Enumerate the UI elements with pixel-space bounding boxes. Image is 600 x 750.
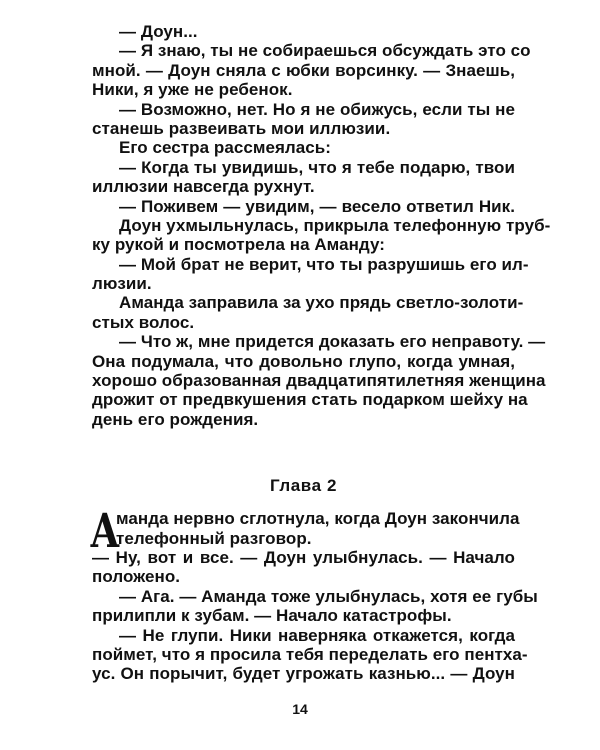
text-line: Аманда заправила за ухо прядь светло-золоти- bbox=[119, 293, 524, 313]
text-line: — Доун... bbox=[119, 22, 198, 41]
text-line: положено. bbox=[92, 567, 181, 587]
text-line: стых волос. bbox=[92, 312, 195, 332]
text-block-before-chapter bbox=[92, 22, 551, 429]
text-block-after-chapter bbox=[92, 547, 538, 684]
chapter-spacer-top bbox=[92, 429, 515, 475]
text-line: — Я знаю, ты не собираешься обсуждать это со bbox=[119, 41, 531, 61]
text-line: мной. — Доун сняла с юбки ворсинку. — Знаешь, bbox=[92, 60, 515, 80]
text-line: Его сестра рассмеялась: bbox=[119, 138, 331, 158]
drop-cap-letter: А bbox=[90, 504, 120, 560]
chapter-spacer-bottom bbox=[92, 497, 515, 509]
text-line: день его рождения. bbox=[92, 409, 259, 429]
text-line: — Возможно, нет. Но я не обижусь, если ты не bbox=[119, 99, 515, 119]
text-line: люзии. bbox=[92, 274, 152, 294]
text-line: — Что ж, мне придется доказать его неправоту. — bbox=[119, 332, 546, 352]
text-line: Доун ухмыльнулась, прикрыла телефонную труб- bbox=[119, 215, 551, 235]
text-line: ус. Он порычит, будет угрожать казнью... — Доун bbox=[92, 664, 515, 684]
text-line: — Ага. — Аманда тоже улыбнулась, хотя ее губы bbox=[119, 586, 538, 606]
chapter-title: Глава 2 bbox=[269, 476, 338, 496]
text-line: хорошо образованная двадцатипятилетняя женщина bbox=[92, 371, 546, 391]
text-line: иллюзии навсегда рухнут. bbox=[92, 177, 315, 197]
text-line: Ники, я уже не ребенок. bbox=[92, 80, 293, 100]
text-line: поймет, что я просила тебя переделать его пентха- bbox=[92, 644, 528, 664]
text-line: — Когда ты увидишь, что я тебе подарю, твои bbox=[119, 157, 515, 177]
text-line: — Ну, вот и все. — Доун улыбнулась. — Начало bbox=[92, 547, 515, 567]
page-number: 14 bbox=[292, 701, 308, 717]
book-page bbox=[90, 22, 551, 684]
text-line: станешь развеивать мои иллюзии. bbox=[92, 118, 391, 138]
text-line: прилипли к зубам. — Начало катастрофы. bbox=[92, 606, 452, 626]
text-line: — Мой брат не верит, что ты разрушишь его ил- bbox=[119, 254, 529, 274]
text-line: — Поживем — увидим, — весело ответил Ник. bbox=[119, 196, 515, 216]
chapter-second-line: телефонный разговор. bbox=[116, 528, 312, 548]
text-line: — Не глупи. Ники наверняка откажется, когда bbox=[119, 625, 515, 645]
text-line: ку рукой и посмотрела на Аманду: bbox=[92, 235, 385, 255]
text-line: дрожит от предвкушения стать подарком шейху на bbox=[92, 390, 528, 410]
chapter-first-line: манда нервно сглотнула, когда Доун закончила bbox=[116, 509, 520, 529]
text-line: Она подумала, что довольно глупо, когда умная, bbox=[92, 351, 515, 371]
